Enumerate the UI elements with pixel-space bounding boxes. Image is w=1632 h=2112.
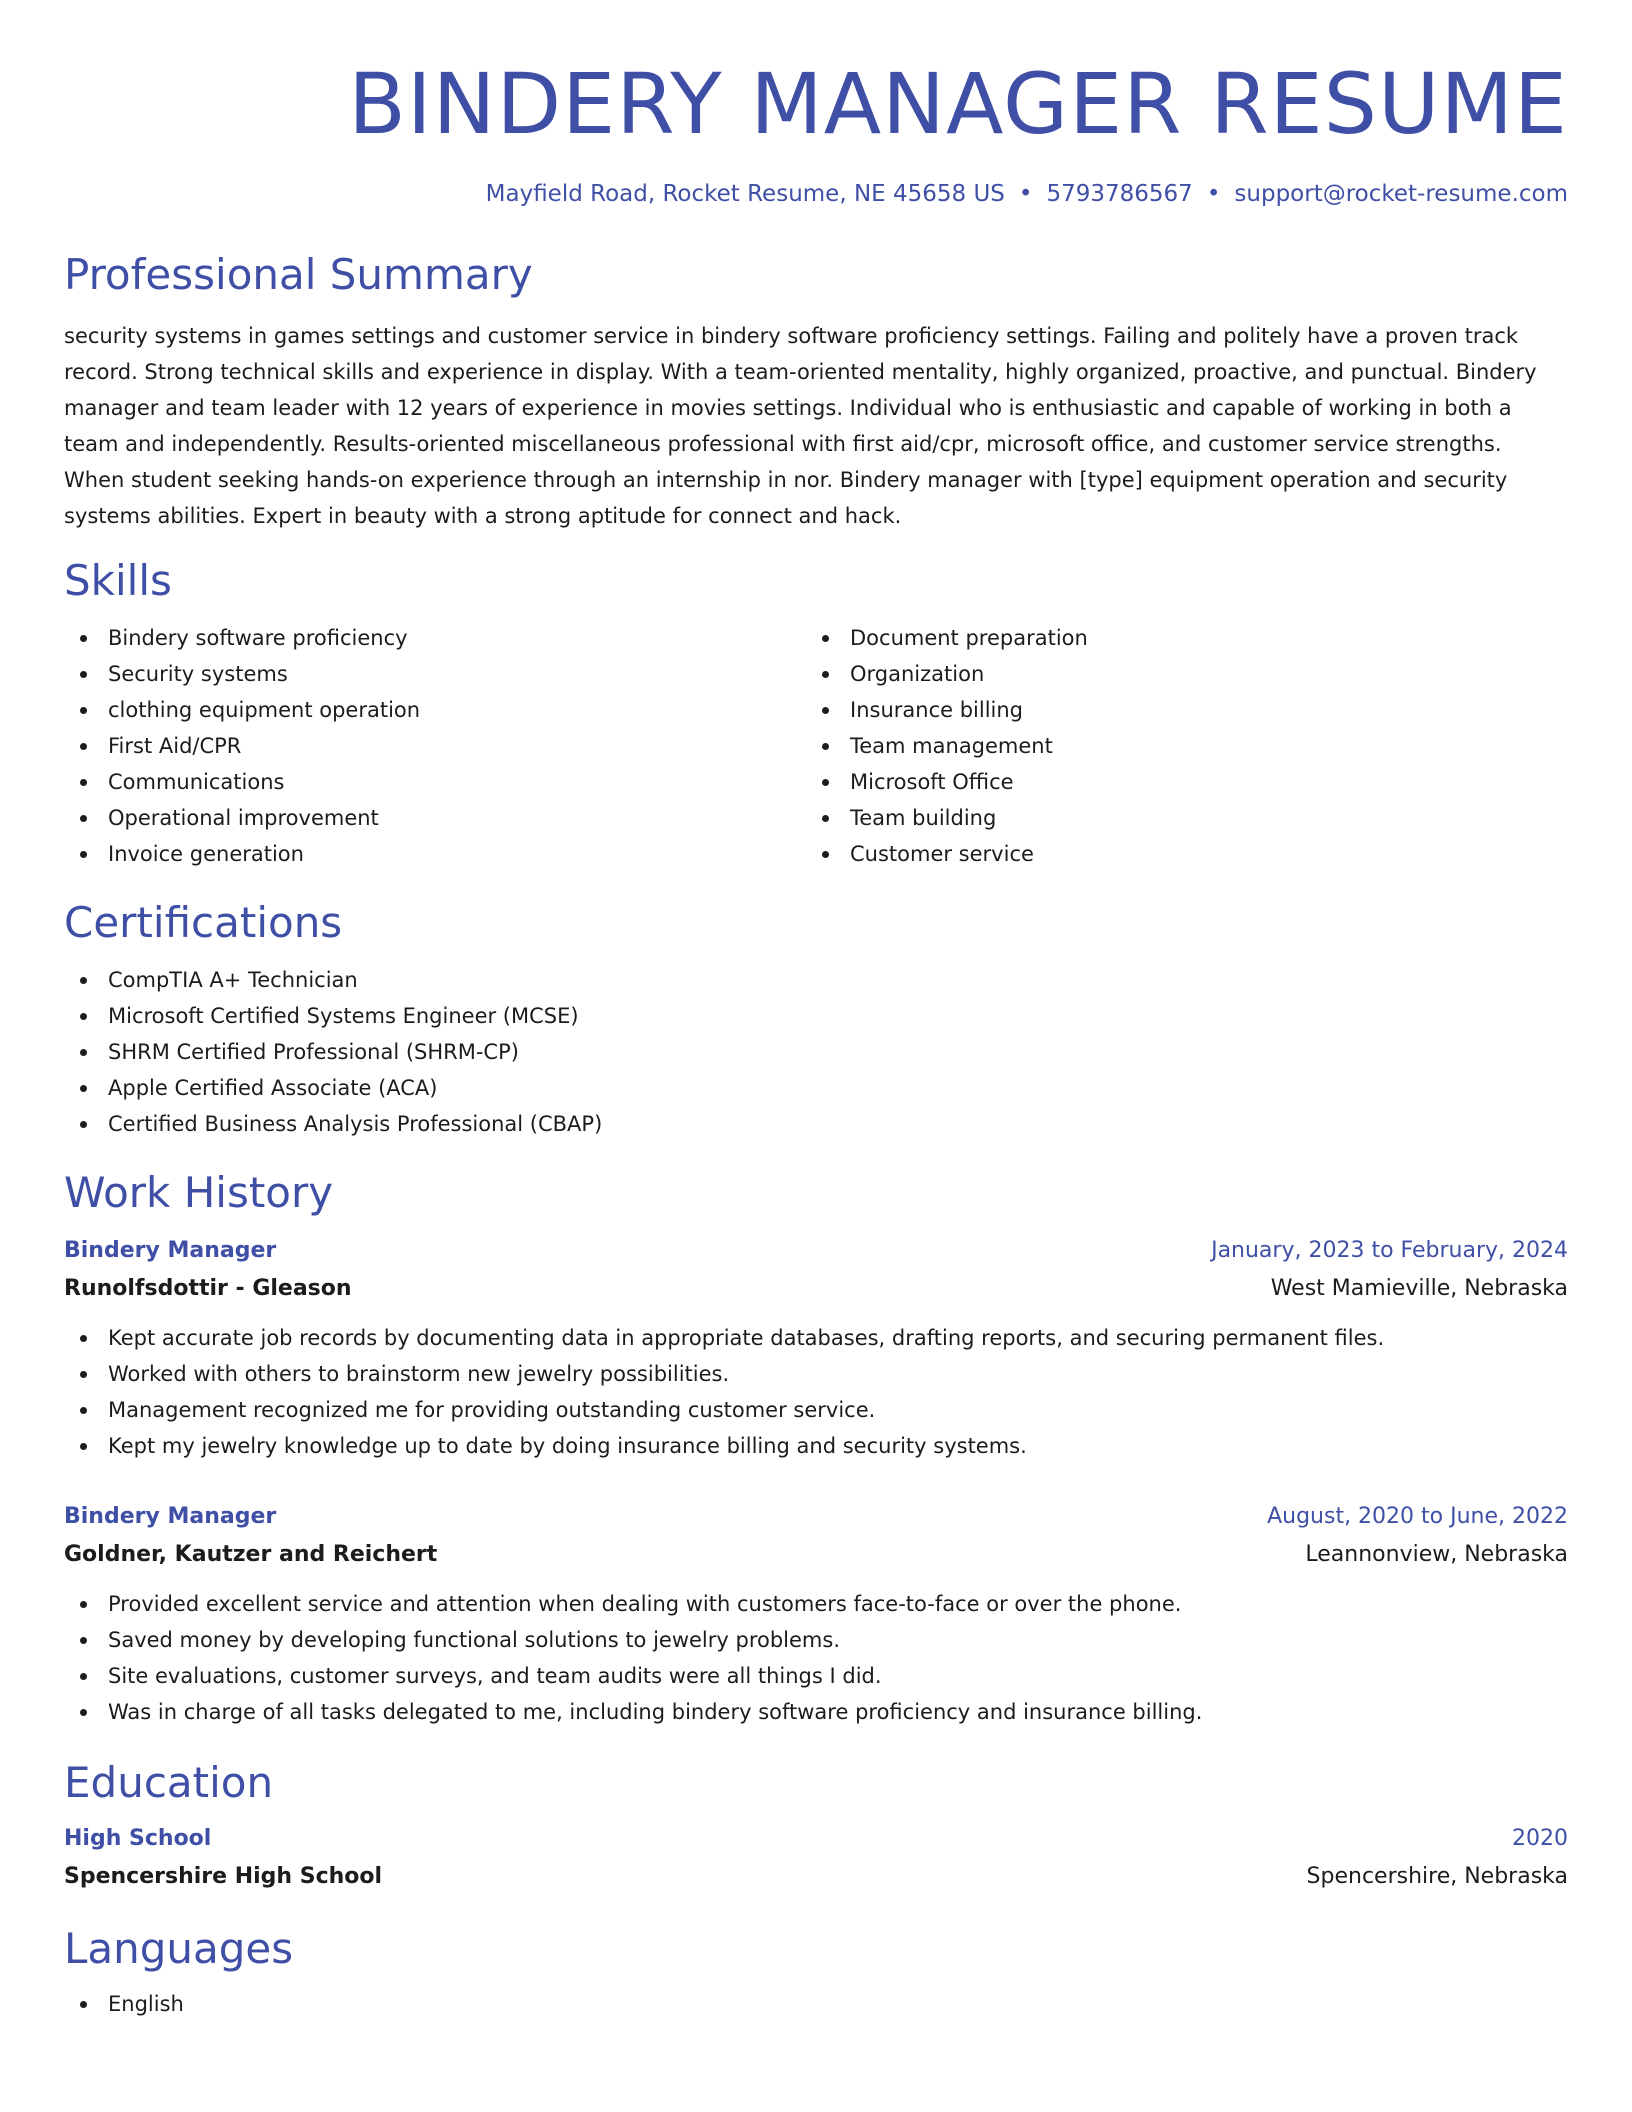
skills-heading: Skills <box>64 556 172 605</box>
work-history-heading: Work History <box>64 1168 334 1217</box>
skill-item: Microsoft Office <box>806 764 1548 800</box>
education-entry <box>64 1820 1568 1896</box>
skill-item: Operational improvement <box>64 800 806 836</box>
job-entry <box>64 1232 1568 1464</box>
resume-title: BINDERY MANAGER RESUME <box>348 55 1568 153</box>
certification-item: CompTIA A+ Technician <box>64 962 1568 998</box>
summary-text: security systems in games settings and customer service in bindery software proficiency settings. Failing and politely have a proven track record. Strong technical skills and experience in display. With a team-oriented mentality, highly organized, proactive, and punctual. Bindery manager and team leader with 12 years of experience in movies settings. Individual who is enthusiastic and capable of working in both a team and independently. Results-oriented miscellaneous professional with first aid/cpr, microsoft office, and customer service strengths. When student seeking hands-on experience through an internship in nor. Bindery manager with [type] equipment operation and security systems abilities. Expert in beauty with a strong aptitude for connect and hack. <box>64 324 1537 528</box>
skill-item: Customer service <box>806 836 1548 872</box>
job-company-row <box>64 1270 1568 1308</box>
education-header-row <box>64 1820 1568 1858</box>
skill-item: Insurance billing <box>806 692 1548 728</box>
skills-columns <box>64 620 1568 872</box>
certifications-list <box>64 962 1568 1142</box>
job-role: Bindery Manager <box>64 1504 277 1529</box>
job-company: Runolfsdottir - Gleason <box>64 1276 352 1301</box>
job-duty: Saved money by developing functional solutions to jewelry problems. <box>64 1622 1568 1658</box>
certifications-heading: Certifications <box>64 898 343 947</box>
certification-item: Certified Business Analysis Professional (CBAP) <box>64 1106 1568 1142</box>
job-header-row <box>64 1232 1568 1270</box>
job-dates: August, 2020 to June, 2022 <box>1267 1504 1568 1529</box>
skill-item: Document preparation <box>806 620 1548 656</box>
job-location: West Mamieville, Nebraska <box>1270 1276 1568 1301</box>
skill-item: Team management <box>806 728 1548 764</box>
contact-separator: • <box>1206 181 1221 207</box>
job-entry <box>64 1498 1568 1730</box>
certification-item: Microsoft Certified Systems Engineer (MCSE) <box>64 998 1568 1034</box>
job-duty: Was in charge of all tasks delegated to me, including bindery software proficiency and insurance billing. <box>64 1694 1568 1730</box>
job-company: Goldner, Kautzer and Reichert <box>64 1542 438 1567</box>
skill-item: Organization <box>806 656 1548 692</box>
job-header-row <box>64 1498 1568 1536</box>
education-school: Spencershire High School <box>64 1864 383 1889</box>
contact-phone: 5793786567 <box>1046 181 1193 207</box>
languages-heading: Languages <box>64 1924 294 1973</box>
education-school-row <box>64 1858 1568 1896</box>
job-duties-list <box>64 1320 1568 1464</box>
skill-item: First Aid/CPR <box>64 728 806 764</box>
skills-list-right <box>806 620 1548 872</box>
contact-separator: • <box>1018 181 1033 207</box>
contact-email[interactable]: support@rocket-resume.com <box>1234 181 1568 207</box>
job-duty: Kept accurate job records by documenting data in appropriate databases, drafting reports, and securing permanent files. <box>64 1320 1568 1356</box>
job-duty: Site evaluations, customer surveys, and team audits were all things I did. <box>64 1658 1568 1694</box>
certification-item: Apple Certified Associate (ACA) <box>64 1070 1568 1106</box>
job-location: Leannonview, Nebraska <box>1305 1542 1568 1567</box>
education-degree: High School <box>64 1826 212 1851</box>
summary-heading: Professional Summary <box>64 250 533 299</box>
job-dates: January, 2023 to February, 2024 <box>1211 1238 1568 1263</box>
skill-item: Invoice generation <box>64 836 806 872</box>
skills-list-left <box>64 620 806 872</box>
skill-item: Communications <box>64 764 806 800</box>
job-duties-list <box>64 1586 1568 1730</box>
skill-item: Security systems <box>64 656 806 692</box>
education-location: Spencershire, Nebraska <box>1306 1864 1568 1889</box>
job-duty: Management recognized me for providing outstanding customer service. <box>64 1392 1568 1428</box>
education-heading: Education <box>64 1758 274 1807</box>
job-duty: Provided excellent service and attention when dealing with customers face-to-face or over the phone. <box>64 1586 1568 1622</box>
language-item: English <box>64 1986 1568 2022</box>
job-company-row <box>64 1536 1568 1574</box>
contact-line <box>64 178 1568 210</box>
skill-item: Bindery software proficiency <box>64 620 806 656</box>
contact-address: Mayfield Road, Rocket Resume, NE 45658 US <box>485 181 1005 207</box>
skill-item: Team building <box>806 800 1548 836</box>
job-duty: Kept my jewelry knowledge up to date by doing insurance billing and security systems. <box>64 1428 1568 1464</box>
skill-item: clothing equipment operation <box>64 692 806 728</box>
languages-list <box>64 1986 1568 2022</box>
job-role: Bindery Manager <box>64 1238 277 1263</box>
resume-page <box>64 0 1568 2022</box>
certification-item: SHRM Certified Professional (SHRM-CP) <box>64 1034 1568 1070</box>
job-duty: Worked with others to brainstorm new jewelry possibilities. <box>64 1356 1568 1392</box>
education-year: 2020 <box>1512 1826 1568 1851</box>
